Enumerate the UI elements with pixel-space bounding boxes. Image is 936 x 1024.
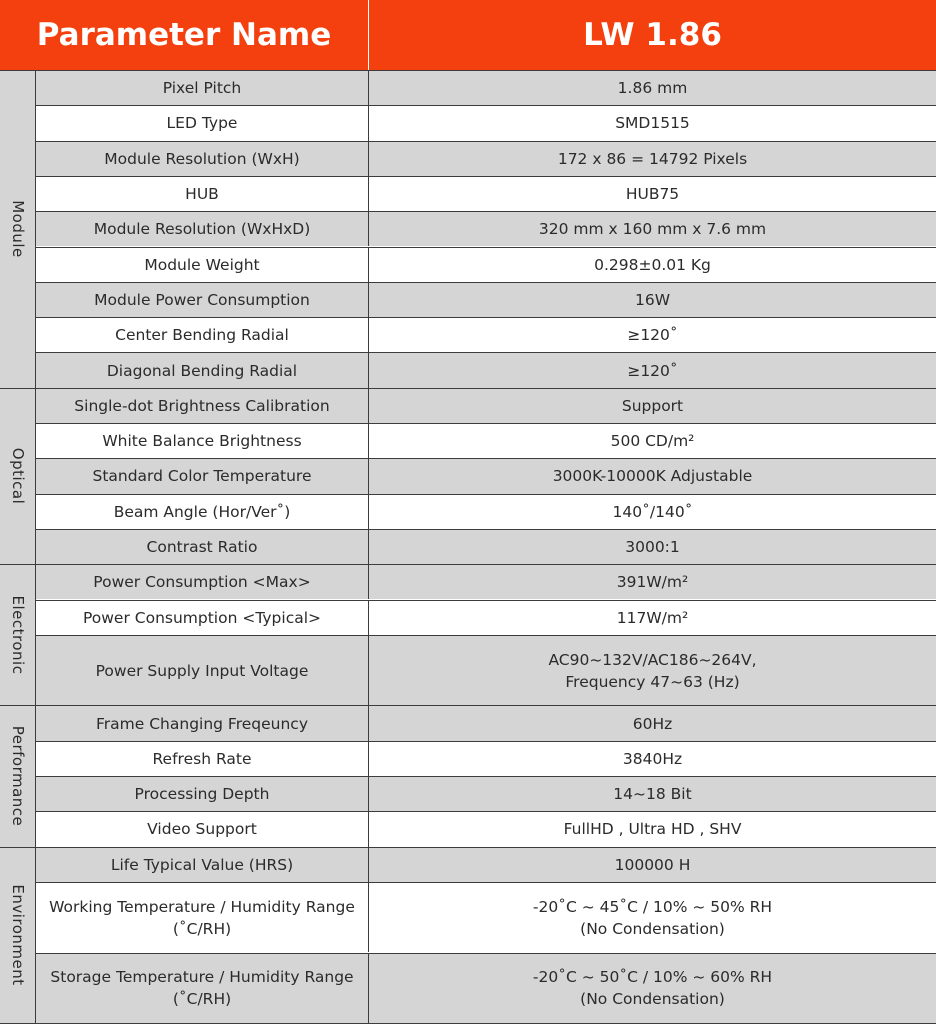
group-label-text: Performance [9, 726, 27, 827]
group-label-text: Environment [9, 884, 27, 986]
parameter-name-cell: HUB [36, 176, 369, 211]
parameter-value-cell: 0.298±0.01 Kg [369, 247, 936, 282]
header-parameter-name: Parameter Name [0, 0, 369, 70]
group-label-performance [0, 705, 36, 846]
parameter-value-cell: 117W/m² [369, 600, 936, 635]
parameter-name-cell: Beam Angle (Hor/Ver˚) [36, 494, 369, 529]
group-label-text: Module [9, 200, 27, 259]
parameter-value-cell: SMD1515 [369, 105, 936, 140]
parameter-value-cell: -20˚C ~ 45˚C / 10% ~ 50% RH (No Condensation) [369, 882, 936, 953]
parameter-value-cell: ≥120˚ [369, 317, 936, 352]
parameter-name-cell: Module Resolution (WxHxD) [36, 211, 369, 246]
parameter-value-cell: 14~18 Bit [369, 776, 936, 811]
parameter-name-cell: Processing Depth [36, 776, 369, 811]
group-label-text: Electronic [9, 595, 27, 675]
parameter-value-cell: 140˚/140˚ [369, 494, 936, 529]
parameter-name-cell: Video Support [36, 811, 369, 846]
parameter-name-cell: LED Type [36, 105, 369, 140]
parameter-value-cell: 500 CD/m² [369, 423, 936, 458]
parameter-name-cell: Center Bending Radial [36, 317, 369, 352]
parameter-value-cell: 60Hz [369, 705, 936, 740]
header-model-name: LW 1.86 [369, 0, 936, 70]
parameter-name-cell: Single-dot Brightness Calibration [36, 388, 369, 423]
parameter-name-cell: Module Power Consumption [36, 282, 369, 317]
parameter-value-cell: -20˚C ~ 50˚C / 10% ~ 60% RH (No Condensation) [369, 953, 936, 1024]
parameter-value-cell: 1.86 mm [369, 70, 936, 105]
parameter-name-cell: White Balance Brightness [36, 423, 369, 458]
group-label-environment [0, 847, 36, 1024]
parameter-value-cell: HUB75 [369, 176, 936, 211]
group-label-module [0, 70, 36, 388]
parameter-name-cell: Module Weight [36, 247, 369, 282]
parameter-name-cell: Pixel Pitch [36, 70, 369, 105]
parameter-value-cell: 391W/m² [369, 564, 936, 599]
parameter-value-cell: 16W [369, 282, 936, 317]
parameter-value-cell: Support [369, 388, 936, 423]
parameter-name-cell: Frame Changing Freqeuncy [36, 705, 369, 740]
parameter-name-cell: Power Consumption <Typical> [36, 600, 369, 635]
parameter-name-cell: Module Resolution (WxH) [36, 141, 369, 176]
parameter-value-cell: 3840Hz [369, 741, 936, 776]
group-label-text: Optical [9, 448, 27, 505]
parameter-value-cell: ≥120˚ [369, 352, 936, 387]
parameter-name-cell: Power Consumption <Max> [36, 564, 369, 599]
parameter-value-cell: 100000 H [369, 847, 936, 882]
parameter-name-cell: Refresh Rate [36, 741, 369, 776]
parameter-value-cell: FullHD , Ultra HD , SHV [369, 811, 936, 846]
parameter-name-cell: Power Supply Input Voltage [36, 635, 369, 706]
parameter-name-cell: Contrast Ratio [36, 529, 369, 564]
parameter-value-cell: AC90~132V/AC186~264V, Frequency 47~63 (Hz) [369, 635, 936, 706]
group-label-optical [0, 388, 36, 565]
parameter-name-cell: Standard Color Temperature [36, 458, 369, 493]
parameter-value-cell: 320 mm x 160 mm x 7.6 mm [369, 211, 936, 246]
parameter-value-cell: 3000:1 [369, 529, 936, 564]
group-label-electronic [0, 564, 36, 705]
parameter-name-cell: Life Typical Value (HRS) [36, 847, 369, 882]
parameter-value-cell: 3000K-10000K Adjustable [369, 458, 936, 493]
parameter-name-cell: Working Temperature / Humidity Range (˚C/RH) [36, 882, 369, 953]
parameter-name-cell: Diagonal Bending Radial [36, 352, 369, 387]
parameter-name-cell: Storage Temperature / Humidity Range (˚C/RH) [36, 953, 369, 1024]
parameter-value-cell: 172 x 86 = 14792 Pixels [369, 141, 936, 176]
